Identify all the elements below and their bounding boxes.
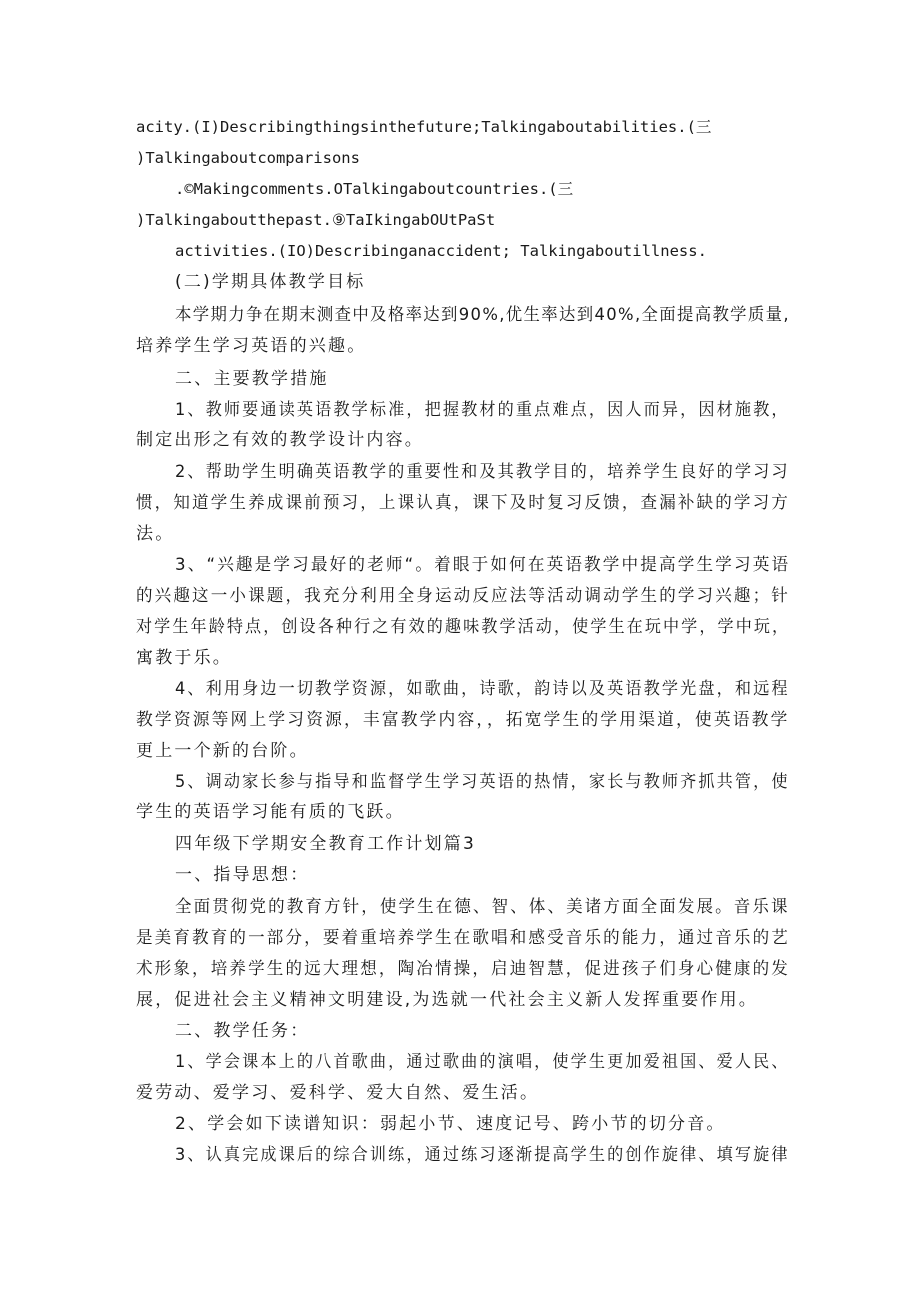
section-heading: 四年级下学期安全教育工作计划篇3 bbox=[175, 834, 477, 854]
text-line: 2、帮助学生明确英语教学的重要性和及其教学目的，培养学生良好的学习习 bbox=[175, 462, 790, 482]
text-line: 更上一个新的台阶。 bbox=[136, 741, 309, 761]
text-line: 展，促进社会主义精神文明建设,为选就一代社会主义新人发挥重要作用。 bbox=[136, 990, 759, 1010]
text-line: activities.(IO)Describinganaccident; Talkingaboutillness. bbox=[175, 242, 707, 260]
text-line: 1、教师要通读英语教学标准，把握教材的重点难点，因人而异，因材施教， bbox=[175, 400, 790, 420]
text-line: 教学资源等网上学习资源，丰富教学内容，，拓宽学生的学用渠道，使英语教学 bbox=[136, 710, 790, 730]
text-line: 的兴趣这一小课题，我充分利用全身运动反应法等活动调动学生的学习兴趣；针 bbox=[136, 586, 790, 606]
text-line: 术形象，培养学生的远大理想，陶冶情操，启迪智慧，促进孩子们身心健康的发 bbox=[136, 959, 790, 979]
text-line: 对学生年龄特点，创设各种行之有效的趣味教学活动，使学生在玩中学，学中玩， bbox=[136, 617, 791, 637]
section-heading: (二)学期具体教学目标 bbox=[175, 272, 366, 292]
text-line: 2、学会如下读谱知识：弱起小节、速度记号、跨小节的切分音。 bbox=[175, 1114, 726, 1134]
text-line: acity.(I)Describingthingsinthefuture;Talkingaboutabilities.(三 bbox=[136, 118, 712, 136]
section-heading: 二、教学任务： bbox=[175, 1021, 310, 1041]
text-line: 本学期力争在期末测查中及格率达到90%,优生率达到40%,全面提高教学质量, bbox=[175, 305, 790, 325]
text-line: 制定出形之有效的教学设计内容。 bbox=[136, 430, 424, 450]
text-line: 全面贯彻党的教育方针，使学生在德、智、体、美诸方面全面发展。音乐课 bbox=[175, 897, 790, 917]
text-line: )Talkingaboutthepast.⑨TaIkingabOUtPaSt bbox=[136, 211, 496, 229]
text-line: 惯，知道学生养成课前预习，上课认真，课下及时复习反馈，查漏补缺的学习方 bbox=[136, 493, 790, 513]
text-line: 培养学生学习英语的兴趣。 bbox=[136, 336, 367, 356]
section-heading: 一、指导思想： bbox=[175, 865, 310, 885]
text-line: 学生的英语学习能有质的飞跃。 bbox=[136, 802, 405, 822]
text-line: 法。 bbox=[136, 524, 175, 544]
text-line: 3、认真完成课后的综合训练，通过练习逐渐提高学生的创作旋律、填写旋律 bbox=[175, 1145, 790, 1165]
text-line: 5、调动家长参与指导和监督学生学习英语的热情，家长与教师齐抓共管，使 bbox=[175, 772, 790, 792]
text-line: 3、“兴趣是学习最好的老师“。着眼于如何在英语教学中提高学生学习英语 bbox=[175, 555, 791, 575]
text-line: 寓教于乐。 bbox=[136, 648, 232, 668]
text-line: )Talkingaboutcomparisons bbox=[136, 149, 360, 167]
text-line: 爱劳动、爱学习、爱科学、爱大自然、爱生活。 bbox=[136, 1083, 540, 1103]
text-line: .©Makingcomments.OTalkingaboutcountries.(三 bbox=[175, 180, 574, 198]
text-line: 是美育教育的一部分，要着重培养学生在歌唱和感受音乐的能力，通过音乐的艺 bbox=[136, 928, 790, 948]
text-line: 1、学会课本上的八首歌曲，通过歌曲的演唱，使学生更加爱祖国、爱人民、 bbox=[175, 1052, 790, 1072]
section-heading: 二、主要教学措施 bbox=[175, 369, 329, 389]
text-line: 4、利用身边一切教学资源，如歌曲，诗歌，韵诗以及英语教学光盘，和远程 bbox=[175, 679, 790, 699]
